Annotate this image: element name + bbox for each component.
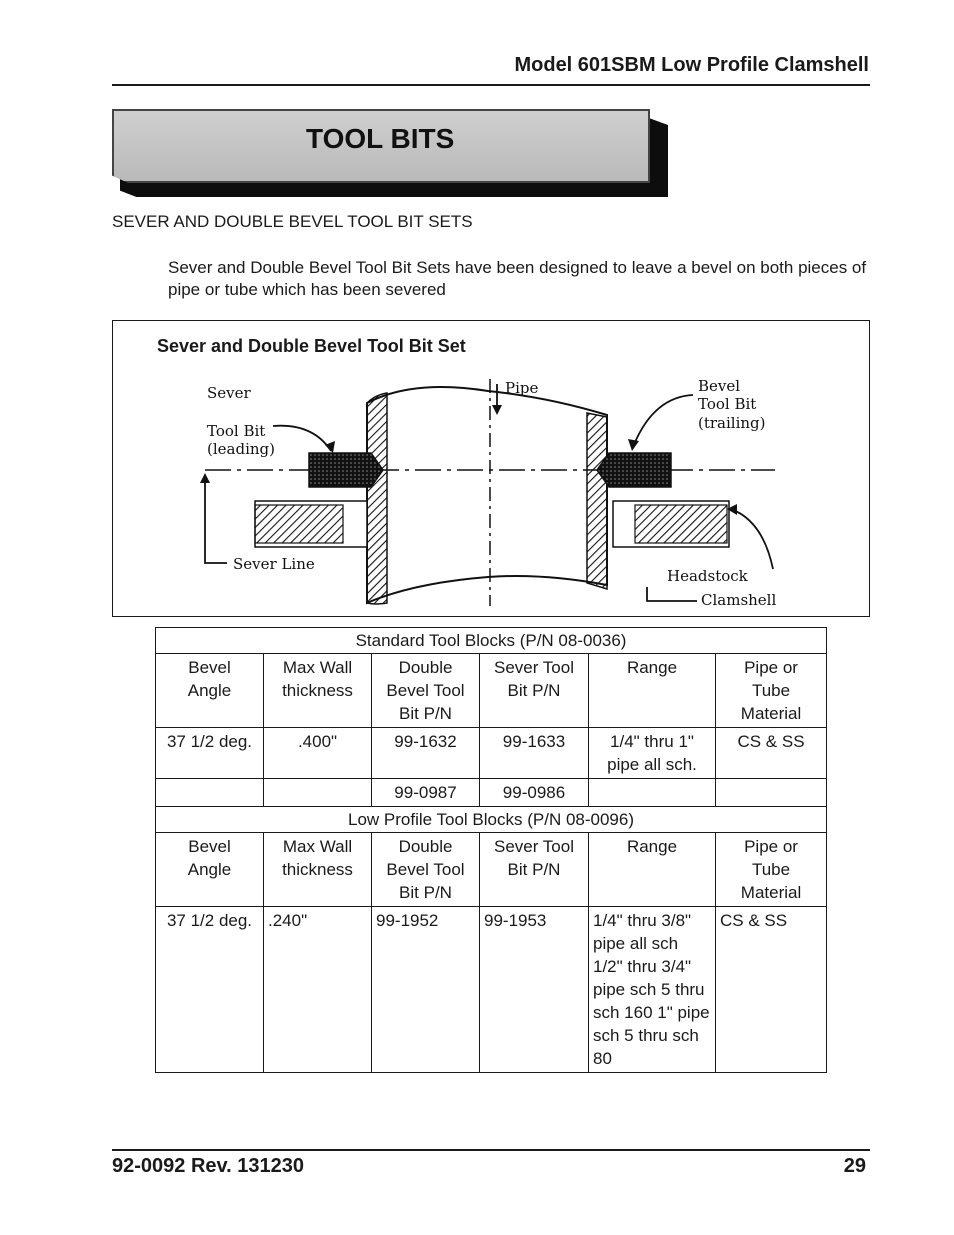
table-cell: 99-1953 (480, 907, 589, 1073)
label-bevel: Bevel (698, 377, 741, 395)
column-header-line: thickness (282, 681, 353, 700)
pipe-wall-right (587, 413, 607, 589)
standard-blocks-caption: Standard Tool Blocks (P/N 08-0036) (156, 628, 827, 654)
footer-rule (112, 1149, 870, 1151)
column-header (372, 833, 480, 907)
column-header (480, 654, 589, 728)
table-cell (264, 779, 372, 807)
pipe-wall-left (367, 393, 387, 604)
column-header-line: Sever Tool (493, 658, 574, 677)
table-cell: 37 1/2 deg. (156, 728, 264, 779)
column-header (480, 833, 589, 907)
table-cell: 1/4" thru 1" pipe all sch. (589, 728, 716, 779)
leader-bevel-tool-bit (633, 395, 693, 447)
column-header-line: Bit P/N (399, 883, 452, 902)
column-header-line: Material (740, 883, 802, 902)
column-header-line: Bevel Tool (386, 860, 465, 879)
document-number: 92-0092 Rev. 131230 (112, 1155, 305, 1177)
table-row (156, 728, 827, 779)
label-bevel-tool-bit: Tool Bit (698, 395, 757, 413)
column-header-line: Range (626, 837, 678, 856)
table-cell: 37 1/2 deg. (156, 907, 264, 1073)
column-header-line: Pipe or (744, 837, 798, 856)
pipe-body (367, 387, 607, 603)
column-header-line: Bevel (188, 658, 231, 677)
table-cell (716, 779, 827, 807)
column-header (264, 833, 372, 907)
column-header (589, 833, 716, 907)
column-header-line: Tube (751, 860, 791, 879)
table-cell: 99-0986 (480, 779, 589, 807)
table-cell: .400" (264, 728, 372, 779)
column-header-line: Bit P/N (507, 681, 561, 700)
table-cell: 99-1632 (372, 728, 480, 779)
column-header-line: Material (740, 704, 802, 723)
table-cell (589, 779, 716, 807)
label-sever: Sever (207, 384, 251, 402)
column-header-line: Max Wall (282, 658, 353, 677)
table-cell: 99-0987 (372, 779, 480, 807)
section-banner (112, 109, 668, 197)
low-profile-blocks-caption: Low Profile Tool Blocks (P/N 08-0096) (156, 807, 827, 833)
column-header-line: Pipe or (744, 658, 798, 677)
column-header-line: Angle (187, 681, 232, 700)
bevel-tool-bit-trailing (597, 453, 671, 487)
label-headstock: Headstock (667, 567, 748, 585)
label-pipe: Pipe (505, 379, 539, 397)
header-rule (112, 84, 870, 86)
page-number: 29 (843, 1155, 866, 1177)
table-cell: 99-1952 (372, 907, 480, 1073)
leader-clamshell (647, 587, 697, 601)
column-header (716, 654, 827, 728)
table-cell: CS & SS (716, 728, 827, 779)
table-cell: .240" (264, 907, 372, 1073)
banner-title: TOOL BITS (306, 123, 455, 154)
table-caption-row (156, 807, 827, 833)
table-row (156, 779, 827, 807)
label-leading: (leading) (207, 440, 275, 458)
table-caption-row (156, 628, 827, 654)
table-header-row (156, 654, 827, 728)
tool-block-right-hatch (635, 505, 727, 543)
column-header-line: thickness (282, 860, 353, 879)
table-header-row (156, 833, 827, 907)
column-header-line: Bevel Tool (386, 681, 465, 700)
tool-block-left-hatch (255, 505, 343, 543)
figure-title: Sever and Double Bevel Tool Bit Set (157, 336, 466, 356)
label-clamshell: Clamshell (701, 591, 777, 609)
table-row (156, 907, 827, 1073)
sever-tool-bit-leading (309, 453, 383, 487)
column-header-line: Bit P/N (399, 704, 452, 723)
table-cell: CS & SS (716, 907, 827, 1073)
figure-box (112, 320, 870, 617)
column-header (264, 654, 372, 728)
column-header-line: Bit P/N (507, 860, 561, 879)
label-sever-line: Sever Line (233, 555, 315, 573)
leader-sever-tool-bit (273, 426, 331, 451)
column-header (372, 654, 480, 728)
leader-headstock (731, 509, 773, 569)
header-title: Model 601SBM Low Profile Clamshell (514, 54, 869, 76)
column-header (716, 833, 827, 907)
column-header-line: Bevel (188, 837, 231, 856)
column-header-line: Tube (751, 681, 791, 700)
tool-block-table (155, 627, 827, 1073)
table-cell (156, 779, 264, 807)
leader-sever-line (205, 475, 227, 563)
column-header-line: Range (626, 658, 678, 677)
column-header-line: Sever Tool (493, 837, 574, 856)
tool-bit-diagram (113, 321, 869, 616)
section-heading: SEVER AND DOUBLE BEVEL TOOL BIT SETS (112, 212, 473, 231)
label-trailing: (trailing) (698, 414, 766, 432)
column-header-line: Max Wall (282, 837, 353, 856)
column-header-line: Double (398, 658, 453, 677)
table-cell: 99-1633 (480, 728, 589, 779)
column-header (156, 833, 264, 907)
column-header-line: Angle (187, 860, 232, 879)
column-header (589, 654, 716, 728)
column-header-line: Double (398, 837, 453, 856)
column-header (156, 654, 264, 728)
intro-paragraph: Sever and Double Bevel Tool Bit Sets have been designed to leave a bevel on both pieces of pipe or tube which has been severed (168, 258, 867, 299)
label-tool-bit: Tool Bit (207, 422, 266, 440)
table-cell: 1/4" thru 3/8" pipe all sch 1/2" thru 3/4" pipe sch 5 thru sch 160 1" pipe sch 5 thru sch 80 (589, 907, 716, 1073)
